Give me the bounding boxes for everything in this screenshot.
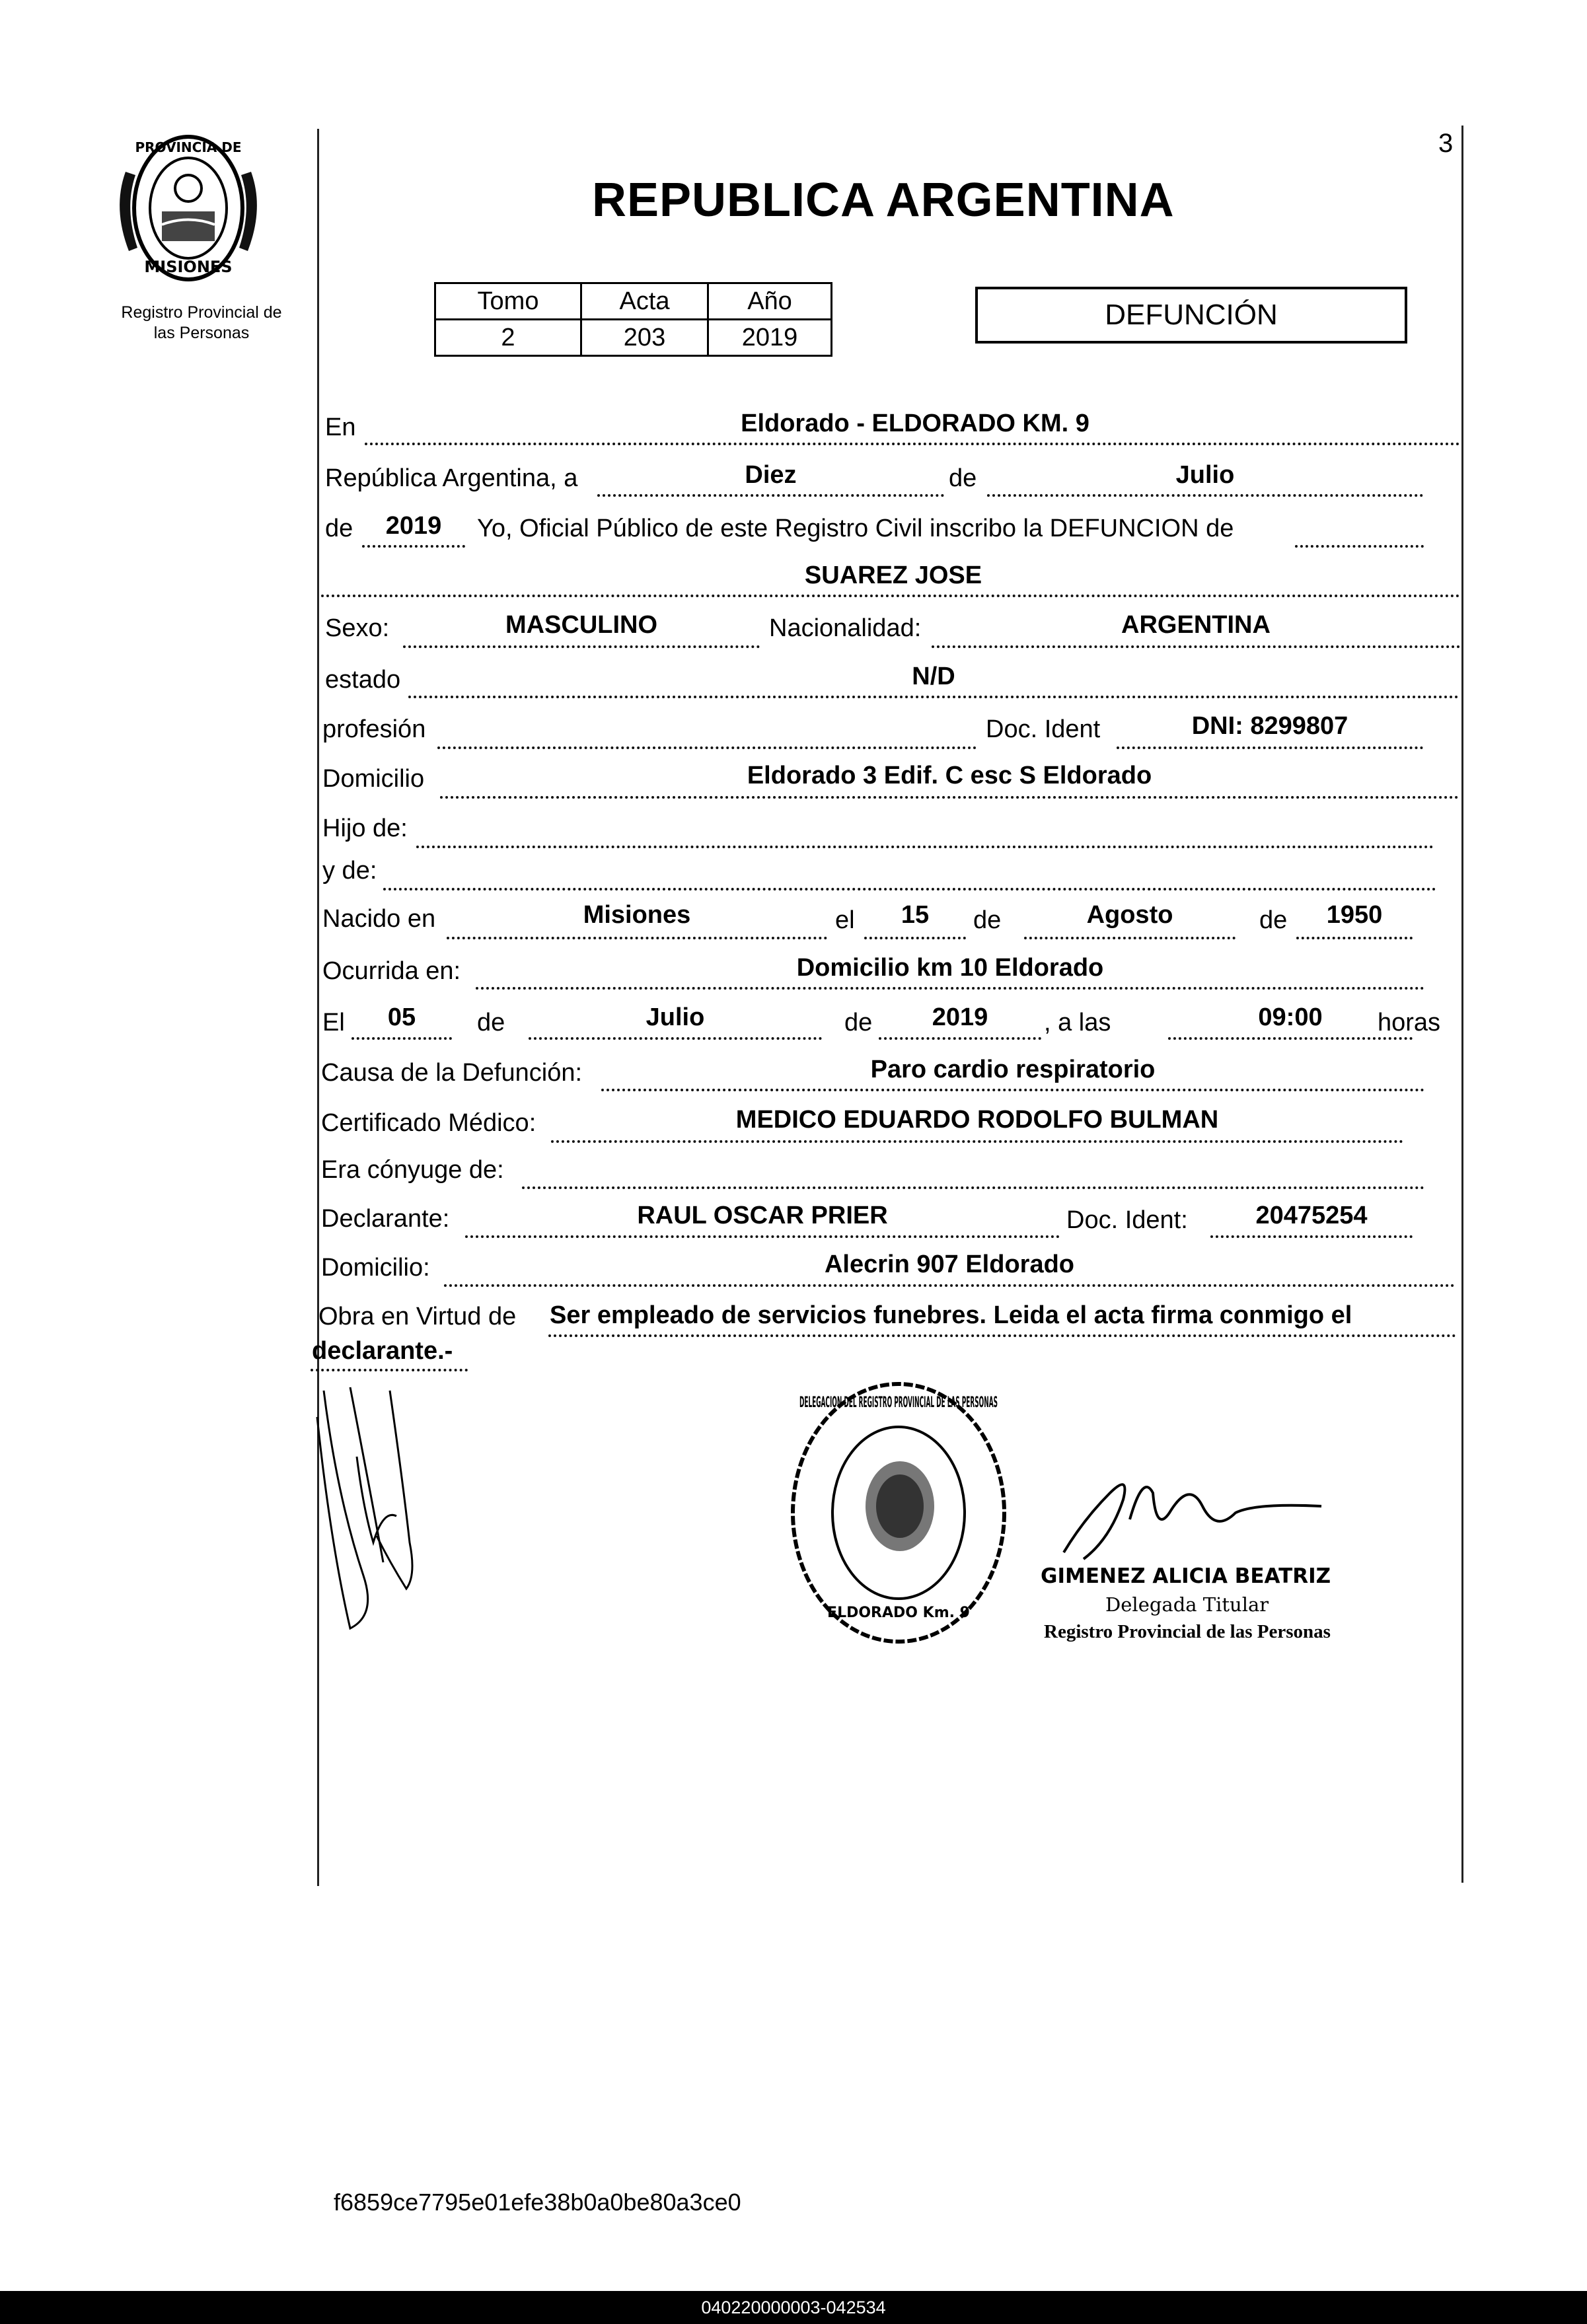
causa-label: Causa de la Defunción: <box>321 1059 583 1087</box>
name-line <box>321 595 1460 597</box>
table-value-acta: 203 <box>581 320 708 356</box>
record-table <box>434 282 832 357</box>
logo-caption-line1: Registro Provincial de <box>121 303 282 322</box>
sexo-line <box>403 645 760 648</box>
nacido-value: Misiones <box>583 901 691 929</box>
domicilio-label: Domicilio <box>322 765 425 793</box>
death-month: Julio <box>646 1003 705 1031</box>
sexo-label: Sexo: <box>325 614 390 642</box>
page-number: 3 <box>1438 129 1454 158</box>
month-line <box>987 494 1423 497</box>
death-time: 09:00 <box>1258 1003 1323 1031</box>
el2-label: El <box>322 1009 345 1036</box>
doc-ident2-label: Doc. Ident: <box>1066 1206 1188 1234</box>
declarant-signature <box>311 1377 456 1642</box>
de-label-5: de <box>477 1009 505 1036</box>
obra-value-line1: Ser empleado de servicios funebres. Leida el acta firma conmigo el <box>550 1301 1352 1329</box>
table-header-anio: Año <box>708 283 832 320</box>
doc-ident-label: Doc. Ident <box>986 715 1101 743</box>
birth-month: Agosto <box>1086 901 1173 929</box>
nacido-line <box>447 937 827 939</box>
hijo-label: Hijo de: <box>322 815 408 842</box>
certificado-line <box>551 1140 1403 1143</box>
domicilio-value: Eldorado 3 Edif. C esc S Eldorado <box>747 762 1152 789</box>
obra-line-2 <box>311 1369 468 1371</box>
ocurrida-value: Domicilio km 10 Eldorado <box>796 954 1104 982</box>
profesion-line <box>437 746 977 749</box>
document-hash: f6859ce7795e01efe38b0a0be80a3ce0 <box>334 2189 741 2216</box>
death-time-line <box>1168 1037 1413 1040</box>
declarante-value: RAUL OSCAR PRIER <box>637 1202 888 1229</box>
day-value: Diez <box>745 461 797 489</box>
causa-value: Paro cardio respiratorio <box>870 1056 1156 1083</box>
causa-line <box>601 1089 1424 1091</box>
domicilio2-line <box>444 1284 1455 1287</box>
death-month-line <box>529 1037 822 1040</box>
intro-text: Yo, Oficial Público de este Registro Civil inscribo la DEFUNCION de <box>477 515 1234 542</box>
ocurrida-line <box>476 987 1424 990</box>
en-label: En <box>325 414 356 441</box>
el-label: el <box>835 906 855 934</box>
sexo-value: MASCULINO <box>505 611 658 639</box>
de-label-2: de <box>325 515 353 542</box>
a-las-label: , a las <box>1044 1009 1111 1036</box>
birth-year-line <box>1296 937 1413 939</box>
hijo-line <box>416 846 1434 848</box>
seal-icon <box>99 132 277 291</box>
doc-ident2-value: 20475254 <box>1255 1202 1368 1229</box>
official-stamp <box>780 1374 1017 1665</box>
declarante-line <box>465 1235 1060 1238</box>
horas-label: horas <box>1378 1009 1441 1036</box>
signature-office: Registro Provincial de las Personas <box>1044 1621 1331 1642</box>
birth-year: 1950 <box>1326 901 1383 929</box>
signature-role: Delegada Titular <box>1105 1593 1269 1616</box>
en-line <box>365 443 1460 445</box>
domicilio2-value: Alecrin 907 Eldorado <box>824 1251 1074 1278</box>
logo-caption-line2: las Personas <box>153 324 250 342</box>
death-year-line <box>879 1037 1041 1040</box>
doc-ident-value: DNI: 8299807 <box>1191 712 1348 740</box>
right-margin-line <box>1461 126 1463 1883</box>
domicilio2-label: Domicilio: <box>321 1254 430 1282</box>
official-signature <box>1057 1467 1335 1566</box>
y-de-label: y de: <box>322 857 377 885</box>
table-value-anio: 2019 <box>708 320 832 356</box>
republica-label: República Argentina, a <box>325 464 578 492</box>
signature-name: GIMENEZ ALICIA BEATRIZ <box>1041 1564 1331 1588</box>
doc-ident-line <box>1117 746 1423 749</box>
nacionalidad-label: Nacionalidad: <box>769 614 922 642</box>
estado-line <box>408 696 1459 698</box>
death-day: 05 <box>387 1003 416 1031</box>
death-day-line <box>351 1037 452 1040</box>
table-value-tomo: 2 <box>435 320 581 356</box>
ocurrida-label: Ocurrida en: <box>322 957 461 985</box>
estado-value: N/D <box>912 663 955 690</box>
stamp-ring-text: DELEGACION DEL REGISTRO PROVINCIAL DE LAS PERSONAS <box>799 1395 998 1411</box>
en-value: Eldorado - ELDORADO KM. 9 <box>741 410 1089 437</box>
de-label-3: de <box>973 906 1002 934</box>
estado-label: estado <box>325 666 401 694</box>
obra-line-1 <box>548 1334 1456 1337</box>
certificado-label: Certificado Médico: <box>321 1109 536 1137</box>
declarante-label: Declarante: <box>321 1205 450 1233</box>
doc-ident2-line <box>1210 1235 1413 1238</box>
deceased-name: SUAREZ JOSE <box>804 562 982 589</box>
page-title: REPUBLICA ARGENTINA <box>592 174 1175 227</box>
obra-value-line2: declarante.- <box>312 1337 453 1365</box>
nacionalidad-line <box>932 645 1460 648</box>
de-label-1: de <box>949 464 977 492</box>
de-label-6: de <box>844 1009 873 1036</box>
certificado-value: MEDICO EDUARDO RODOLFO BULMAN <box>735 1106 1219 1134</box>
birth-day: 15 <box>901 901 930 929</box>
birth-month-line <box>1024 937 1236 939</box>
birth-day-line <box>864 937 966 939</box>
profesion-label: profesión <box>322 715 426 743</box>
intro-line <box>1295 545 1424 548</box>
logo-text-top: PROVINCIA DE <box>135 139 242 155</box>
provincial-seal-logo <box>99 132 277 291</box>
conyuge-label: Era cónyuge de: <box>321 1156 504 1184</box>
obra-label: Obra en Virtud de <box>318 1303 517 1330</box>
y-de-line <box>383 888 1436 890</box>
nacionalidad-value: ARGENTINA <box>1121 611 1271 639</box>
death-year: 2019 <box>932 1003 988 1031</box>
conyuge-line <box>522 1186 1424 1189</box>
month-value: Julio <box>1175 461 1235 489</box>
year-value: 2019 <box>385 512 442 540</box>
logo-caption <box>99 303 304 344</box>
day-line <box>597 494 944 497</box>
footer-code: 040220000003-042534 <box>0 2291 1587 2324</box>
de-label-4: de <box>1259 906 1288 934</box>
domicilio-line <box>440 796 1459 799</box>
stamp-inner-text: ELDORADO Km. 9 <box>827 1605 970 1621</box>
record-type-box: DEFUNCIÓN <box>975 287 1407 344</box>
year-line <box>362 545 465 548</box>
logo-text-bottom: MISIONES <box>144 258 233 276</box>
table-header-tomo: Tomo <box>435 283 581 320</box>
table-header-acta: Acta <box>581 283 708 320</box>
nacido-label: Nacido en <box>322 905 436 933</box>
